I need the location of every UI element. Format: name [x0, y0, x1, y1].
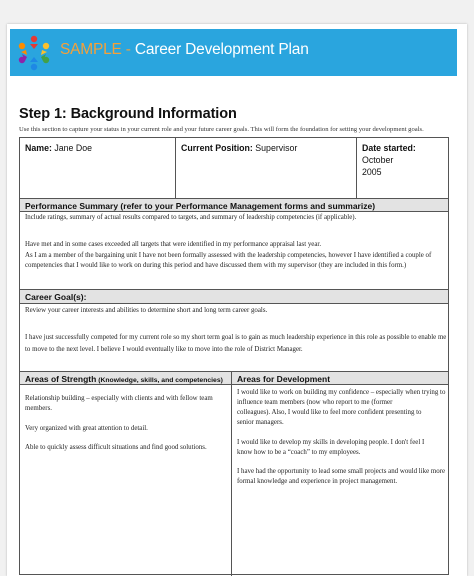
position-value: Supervisor: [255, 143, 298, 153]
career-paragraph-line-2: to move to the next level. I believe I would eventually like to move into the role of District Manager.: [25, 346, 303, 353]
date-value-month: October: [362, 155, 394, 165]
date-value-year: 2005: [362, 167, 382, 177]
development-item-2-line-2: know how to be a “coach” to my employees.: [237, 449, 361, 456]
position-cell: [176, 138, 356, 178]
name-label: Name:: [25, 143, 52, 153]
areas-for-development-heading: Areas for Development: [237, 374, 331, 384]
development-item-1-line-3: colleagues). Also, I would like to feel more confident presenting to: [237, 409, 422, 416]
name-cell: [20, 138, 178, 178]
sample-label: SAMPLE -: [60, 41, 131, 58]
people-circle-logo-icon: [14, 32, 54, 72]
development-item-1-line-1: I would like to work on building my confidence – especially when trying to: [237, 389, 446, 396]
development-item-3-line-1: I have had the opportunity to lead some small projects and would like more: [237, 468, 446, 475]
performance-instructions: Include ratings, summary of actual results compared to targets, and summary of leadership competencies (if applicable).: [25, 214, 357, 221]
plan-title: Career Development Plan: [130, 41, 309, 58]
strength-item-3: Able to quickly assess difficult situations and find good solutions.: [25, 444, 207, 451]
areas-of-strength-heading: Areas of Strength (Knowledge, skills, and competencies): [25, 374, 223, 384]
document-title: [60, 41, 309, 59]
background-info-table: [19, 137, 449, 575]
date-label: Date started:: [362, 143, 416, 153]
divider: [231, 371, 232, 576]
strength-item-2: Very organized with great attention to detail.: [25, 425, 148, 432]
career-goals-header: Career Goal(s):: [20, 289, 448, 304]
title-banner: [10, 29, 457, 76]
position-label: Current Position:: [181, 143, 253, 153]
strength-item-1-line-2: members.: [25, 405, 52, 412]
performance-summary-header: Performance Summary (refer to your Performance Management forms and summarize): [20, 198, 448, 212]
performance-paragraph-2-line-1: As I am a member of the bargaining unit I have not been formally assessed with the leadership competencies, however I have identified a couple of: [25, 252, 432, 259]
career-instructions: Review your career interests and abilities to determine short and long term career goals.: [25, 307, 268, 314]
development-item-2-line-1: I would like to develop my skills in developing people. I don't feel I: [237, 439, 425, 446]
career-paragraph-line-1: I have just successfully competed for my current role so my short term goal is to gain as much leadership experience in this role as possible to enable me: [25, 334, 447, 341]
name-value: Jane Doe: [54, 143, 93, 153]
strength-heading-note: (Knowledge, skills, and competencies): [96, 377, 223, 384]
date-cell: [357, 138, 450, 178]
strengths-development-header-row: [20, 371, 448, 385]
performance-paragraph-2-line-2: competencies that I would like to work on during this period and have discussed them with my supervisor (they are included in this form.): [25, 262, 407, 269]
step-title: Step 1: Background Information: [19, 106, 237, 122]
strength-item-1-line-1: Relationship building – especially with clients and with fellow team: [25, 395, 213, 402]
development-item-3-line-2: formal knowledge and experience in project management.: [237, 478, 398, 485]
development-item-1-line-4: senior managers.: [237, 419, 284, 426]
development-item-1-line-2: influence team members (now who report to me (former: [237, 399, 393, 406]
step-instructions: Use this section to capture your status in your current role and your future career goals. This will form the foundation for setting your development goals.: [19, 126, 424, 133]
performance-paragraph-1: Have met and in some cases exceeded all targets that were identified in my performance appraisal last year.: [25, 241, 322, 248]
